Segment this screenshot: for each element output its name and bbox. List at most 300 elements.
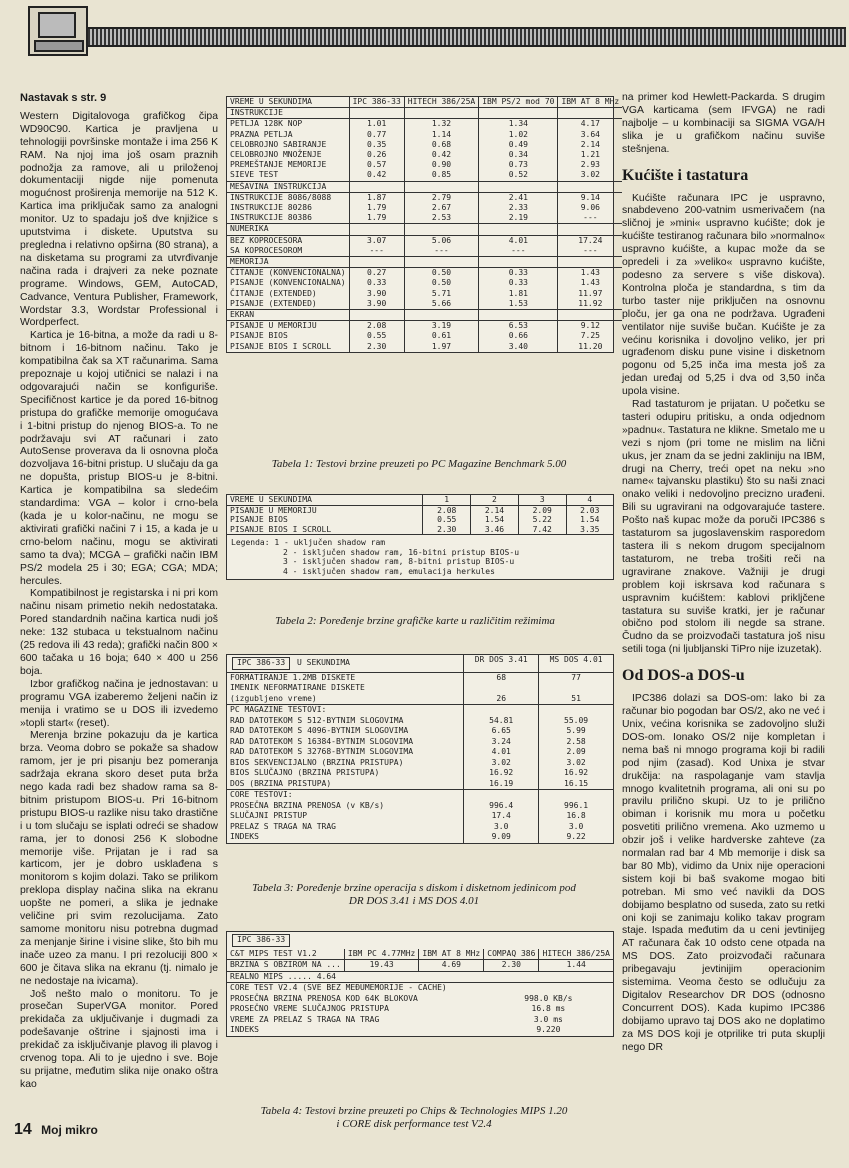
table-cell: 3.0 ms (533, 1014, 563, 1024)
real-mips-cell (227, 971, 613, 983)
table-2-legend (227, 534, 613, 579)
table-cell: 1.32 (404, 119, 478, 130)
paragraph: Još nešto malo o monitoru. To je prosečan SuperVGA monitor. Pored prekidača za uključivanje i dugmadi za podešavanje oštrine i sjajnosti ima i prekidač za isključivanje plavog ili plavog i crvenog topa. Ali to je ujedno i sve. Boje su prijatne, međutim slika nije onako oštra kao (20, 988, 218, 1090)
table-cell: 1.54 (566, 515, 613, 525)
paragraph: na primer kod Hewlett-Packarda. S drugim VGA karticama (sem IFVGA) ne radi najbolje – u kombinaciji sa SIGMA VGA/H slika je u grafičkom načinu suviše stešnjena. (622, 92, 825, 155)
row-label: INSTRUKCIJE 8086/8088 (227, 192, 349, 203)
table-cell: 3.02 (539, 758, 613, 769)
legend-line: 2 - isključen shadow ram, 16-bitni pristup BIOS-u (283, 547, 520, 557)
continued-note: Nastavak s str. 9 (20, 92, 107, 104)
row-label: PROSEČNO VREME SLUČAJNOG PRISTUPA (230, 1004, 389, 1013)
table-cell: 1.79 (349, 203, 404, 213)
table-row (227, 747, 613, 758)
row-label: ČITANJE (EXTENDED) (230, 288, 317, 298)
row-label: RAD DATOTEKOM S 16384-BYTNIM SLOGOVIMA (230, 736, 414, 746)
page-footer (14, 1121, 98, 1139)
table-cell: 68 (464, 672, 539, 683)
table-cell: 16.19 (464, 779, 539, 790)
table-cell: 11.97 (558, 289, 622, 299)
paragraph: Izbor grafičkog načina je jednostavan: u programu VGA izaberemo željeni način iz menija i vratimo se u DOS ili izvedemo »topli start« (reset). (20, 678, 218, 729)
table-row (227, 758, 613, 769)
table-row (227, 672, 613, 683)
table-cell: 4.69 (419, 960, 484, 972)
section-title-row (227, 257, 622, 268)
row-label: RAD DATOTEKOM S 4096-BYTNIM SLOGOVIMA (230, 726, 409, 735)
table-row (227, 779, 613, 790)
table-cell: 1.34 (479, 119, 558, 130)
row-label: PRELAZ S TRAGA NA TRAG (230, 821, 336, 831)
table-row (227, 203, 622, 213)
row-label: RAD DATOTEKOM S 32768-BYTNIM SLOGOVIMA (230, 747, 414, 756)
table-row (227, 235, 622, 246)
table-cell: 1.43 (558, 278, 622, 288)
table-row (227, 505, 613, 515)
table-cell (479, 310, 558, 321)
table-cell: 1.53 (479, 299, 558, 310)
table-row (227, 331, 622, 341)
table-cell: 4.01 (479, 235, 558, 246)
table-cell: 1.43 (558, 268, 622, 279)
table-cell: 3.07 (349, 235, 404, 246)
system-label: IPC 386-33 (232, 934, 290, 947)
table-cell: 5.66 (404, 299, 478, 310)
table-cell: 17.4 (464, 811, 539, 822)
table-cell: 17.24 (558, 235, 622, 246)
core-title: CORE TEST V2.4 (SVE BEZ MEĐUMEMORIJE - CACHE) (227, 983, 613, 994)
table-cell: 2.79 (404, 192, 478, 203)
table-4-caption (214, 1105, 614, 1131)
table-3-caption-line2: DR DOS 3.41 i MS DOS 4.01 (348, 895, 480, 907)
table-row (227, 1015, 613, 1026)
table-cell: 0.33 (479, 278, 558, 288)
table-cell: 2.53 (404, 213, 478, 224)
table-2-caption: Tabela 2: Poređenje brzine grafičke karte u različitim režimima (275, 615, 555, 627)
column-header: COMPAQ 386 (484, 949, 539, 960)
table-cell: 0.55 (423, 515, 471, 525)
table-cell (419, 932, 484, 949)
table-cell: 3.90 (349, 299, 404, 310)
header-label: VREME U SEKUNDIMA (230, 97, 312, 106)
table-row (227, 321, 622, 332)
table-cell: 6.65 (464, 726, 539, 737)
table-cell: 9.09 (464, 832, 539, 843)
row-label: BIOS SLUČAJNO (BRZINA PRISTUPA) (230, 768, 380, 777)
table-row (227, 960, 613, 972)
row-label: SIEVE TEST (230, 170, 279, 180)
row-label: CELOBROJNO MNOŽENJE (230, 150, 322, 160)
legend-line: Legenda: 1 - uključen shadow ram (231, 538, 386, 547)
table-cell: 0.73 (479, 160, 558, 170)
paragraph: Merenja brzine pokazuju da je kartica brza. Veoma dobro se pokaže sa shadow ramom, jer je pri pisanju bez pomeranja sadržaja ekrana skoro deset puta brža nego kada radi bez shadow rama sa 8-bitnim pristupom BIOS-u. Pri 16-bitnom pristupu BIOS-u razlike nisu tako drastične i u tom slučaju se isplati odreći se shadow rama, jer to donosi 256 K slobodne memorije više. Prijatan je i rad sa karticom, jer je dobro usklađena s monitorom s kojim dolazi. Tako se prilikom preklopa display načina slika na ekranu uopšte ne pomeri, a slika je jednake veličine pri svim rezolucijama. Zato samome monitoru nisu potrebna dugmad za menjanje širine i visine slike, što bih mu inače uzeo za manu. I pri rezoluciji 800 × 600 je čitava slika na ekranu (tj. nimalo je ne nedostaje na ivicama). (20, 730, 218, 987)
table-cell: 7.42 (518, 525, 566, 535)
row-label: BRZINA S OBZIROM NA ... (227, 960, 344, 972)
paragraph: Western Digitalovoga grafičkog čipa WD90C90. Kartica je pravljena u tehnologiji površinske montaže i ima 256 K RAM. Na njoj ima još osam praznih podnožja za ramove, ali u priloženoj dokumentaciji nigde nije pomenuta mogućnost proširenja memorije na 512 K. Kartica ima priključak samo za analogni monitor. Uz to spadaju još dve knjižice s uputstvima i diskete. Uputstva su pregledna i relativno opširna (80 strana), a na disketama su programi za utvrđivanje načina rada i drajveri za neke poznate programe. Windows, GEM, AutoCAD, Cadvance, Ventura Publisher, Framework, Wordstar 3.3, Wordstar Professional i Wordperfect. (20, 110, 218, 329)
table-cell: 11.20 (558, 342, 622, 352)
table-cell: 0.85 (404, 170, 478, 181)
table-cell: 2.33 (479, 203, 558, 213)
table-cell: 9.12 (558, 321, 622, 332)
table-cell: 0.42 (349, 170, 404, 181)
section-title-row (227, 181, 622, 192)
table-cell: 1.87 (349, 192, 404, 203)
table-cell (349, 257, 404, 268)
table-cell: 16.8 ms (531, 1004, 566, 1013)
row-label: CELOBROJNO SABIRANJE (230, 139, 327, 149)
table-cell: 3.0 (539, 822, 613, 833)
table-row (227, 726, 613, 737)
column-header: IBM AT 8 MHz (419, 949, 484, 960)
row-label: ČITANJE (KONVENCIONALNA) (227, 268, 349, 279)
table-cell (404, 257, 478, 268)
row-label: BIOS SEKVENCIJALNO (BRZINA PRISTUPA) (230, 757, 404, 767)
table-cell (558, 257, 622, 268)
benchmark-table-1 (226, 96, 620, 353)
table-row (227, 130, 622, 140)
table-4-caption-line1: Tabela 4: Testovi brzine preuzeti po Chips & Technologies MIPS 1.20 (260, 1105, 568, 1117)
table-cell: 0.52 (479, 170, 558, 181)
row-label: PRAZNA PETLJA (230, 129, 293, 139)
table-cell: 9.06 (558, 203, 622, 213)
table-cell (404, 108, 478, 119)
computer-logo-icon (28, 6, 88, 56)
table-cell: 3.02 (464, 758, 539, 769)
paragraph: Kartica je 16-bitna, a može da radi u 8-bitnom i 16-bitnom načinu. Tako je kompatibilna čak sa XT računarima. Sama prepoznaje u kojoj utičnici se nalazi i na odgovarajući način se konfiguriše. Specifičnost kartice je da pored 16-bitnog pristupa do grafičke memorije omogućava i 1-bitni pristup do njenog BIOS-a. To ne podržavaju svi AT računari i zato AutoSense proverava da li osnovna ploča dozvoljava 16-bitni pristup. U slučaju da ga ne dopušta, pristup BIOS-u je 8-bitni. Kartica je kompatibilna sa sledećim standardima: VGA – kolor i crno-bela (kada je u kolor-načinu, ne mogu se aktivirati grafički načini 7 i 15, a kada je u crno-belom načinu, mogu se aktivirati samo ta dva); MCGA – grafički način IBM PS/2 modela 25 i 30; EGA; CGA; MDA; hercules. (20, 330, 218, 587)
table-cell: 16.92 (539, 768, 613, 779)
group-title: CORE TESTOVI: (227, 790, 464, 801)
table-cell: 5.71 (404, 289, 478, 299)
table-cell: 0.68 (404, 140, 478, 150)
table-row (227, 246, 622, 257)
table-cell: 0.50 (404, 278, 478, 288)
row-label: PETLJA 128K NOP (227, 119, 349, 130)
table-cell: 2.14 (471, 505, 519, 515)
table-cell: 1.54 (471, 515, 519, 525)
real-mips-row (227, 971, 613, 983)
table-cell: 1.81 (479, 289, 558, 299)
group-title-row (227, 705, 613, 716)
table-row (227, 994, 613, 1005)
row-label: FORMATIRANJE 1.2MB DISKETE (227, 672, 464, 683)
table-cell: 0.77 (349, 130, 404, 140)
table-cell: 2.09 (518, 505, 566, 515)
column-header: IBM AT 8 MHz (558, 97, 622, 108)
table-1-caption: Tabela 1: Testovi brzine preuzeti po PC Magazine Benchmark 5.00 (271, 458, 567, 470)
table-row (227, 801, 613, 812)
table-cell (484, 932, 539, 949)
table-cell: 0.33 (349, 278, 404, 288)
row-label: PREMEŠTANJE MEMORIJE (230, 160, 327, 170)
table-cell (479, 108, 558, 119)
table-cell: 1.97 (404, 342, 478, 352)
table-cell: 55.09 (539, 716, 613, 727)
table-cell: 2.30 (423, 525, 471, 535)
column-header: DR DOS 3.41 (464, 655, 539, 672)
row-label: RAD DATOTEKOM S 512-BYTNIM SLOGOVIMA (230, 715, 404, 725)
column-header: MS DOS 4.01 (539, 655, 613, 672)
table-cell: --- (479, 246, 558, 257)
table-row (227, 140, 622, 150)
paragraph: Rad tastaturom je prijatan. U početku se tasteri odupiru pritisku, a onda odjednom »padnu«. Tastatura ne klikne. Smetalo me u vezi s njom (pri tome ne mislim na lični ukus, jer znam da se jedni zakliniju na IBM, drugi na Cherry, treći opet na neku »no name« tajvansku plastiku) što su naši znaci onako veliki i nedovoljno precizno urađeni. Bili su ugravirani na odgovarajuće tastere. Pošto naš kupac može da poruči IPC386 s tastaturom sa jugoslavenskim rasporedom tastera ili s nekom drugom specijalnom tastaturom, ne treba trošiti reči na ugravirane znakove. Važniji je drugi problem koji iskrsava kod računara s uspravnim kućištem: kablovi prikljčene tastatura su suviše kratki, jer je računar obično pod stolom ili negde sa strane. Čudno da se proizvođači tastatura još nisu setili toga (ni ljubljanski TiPro nije izuzetak). (622, 399, 825, 656)
row-label: PROSEČNA BRZINA PRENOSA KOD 64K BLOKOVA (230, 993, 418, 1003)
section-heading: Od DOS-a DOS-u (622, 667, 745, 685)
section-title: MEŠAVINA INSTRUKCIJA (227, 181, 349, 192)
section-title-row (227, 224, 622, 235)
table-cell: 0.27 (349, 268, 404, 279)
page-number: 14 (14, 1121, 32, 1138)
row-label: PISANJE (EXTENDED) (230, 298, 317, 308)
table-cell: 0.49 (479, 140, 558, 150)
table-cell: 1.44 (539, 960, 613, 972)
table-cell: 5.99 (539, 726, 613, 737)
column-header: HITECH 386/25A (404, 97, 478, 108)
table-cell (479, 257, 558, 268)
table-cell: 5.06 (404, 235, 478, 246)
section-title: INSTRUKCIJE (227, 108, 349, 119)
table-cell (539, 683, 613, 694)
table-cell: 3.40 (479, 342, 558, 352)
table-cell: 5.22 (518, 515, 566, 525)
right-column (622, 92, 825, 1055)
table-cell: 0.26 (349, 150, 404, 160)
header-label: VREME U SEKUNDIMA (230, 495, 312, 504)
units-label: U SEKUNDIMA (297, 658, 350, 667)
table-cell: 2.58 (539, 737, 613, 748)
table-cell (558, 181, 622, 192)
table-cell (464, 790, 539, 801)
table-row (227, 716, 613, 727)
table-cell (464, 705, 539, 716)
system-label: IPC 386-33 (232, 657, 290, 670)
table-cell: 9.22 (539, 832, 613, 843)
table-row (227, 768, 613, 779)
table-cell (479, 224, 558, 235)
table-cell (479, 181, 558, 192)
table-cell (539, 790, 613, 801)
column-header: 1 (423, 495, 471, 505)
table-cell: 4.01 (464, 747, 539, 758)
row-label: INDEKS (230, 832, 259, 841)
table-cell: --- (349, 246, 404, 257)
table-cell (558, 224, 622, 235)
table-cell: 11.92 (558, 299, 622, 310)
column-header: IBM PC 4.77MHz (344, 949, 419, 960)
table-row (227, 342, 622, 352)
table-cell: 1.02 (479, 130, 558, 140)
table-row (227, 683, 613, 694)
table-cell: 2.30 (484, 960, 539, 972)
legend-line: 4 - isključen shadow ram, emulacija herkules (283, 566, 495, 576)
section-title: NUMERIKA (227, 224, 349, 235)
table-row (227, 268, 622, 279)
table-cell (464, 683, 539, 694)
table-cell: 0.90 (404, 160, 478, 170)
real-mips-label: REALNO MIPS ..... (230, 971, 312, 981)
table-row (227, 1004, 613, 1015)
row-label: SLUČAJNI PRISTUP (230, 811, 308, 820)
table-cell: 51 (539, 694, 613, 705)
column-header: 3 (518, 495, 566, 505)
left-column (20, 92, 218, 1092)
table-cell: 0.50 (404, 268, 478, 279)
table-cell: 2.93 (558, 160, 622, 170)
table-cell: 7.25 (558, 331, 622, 341)
row-label: PISANJE BIOS (230, 515, 288, 524)
row-label: SA KOPROCESOROM (230, 245, 303, 255)
row-label: PISANJE (KONVENCIONALNA) (230, 278, 346, 288)
row-label: (izgubljeno vreme) (230, 693, 317, 703)
section-title: MEMORIJA (227, 257, 349, 268)
table-row (227, 170, 622, 181)
table-cell: 9.14 (558, 192, 622, 203)
table-cell: 3.90 (349, 289, 404, 299)
table-cell: 19.43 (344, 960, 419, 972)
table-cell (539, 705, 613, 716)
table-cell (539, 932, 613, 949)
legend-line: 3 - isključen shadow ram, 8-bitni pristup BIOS-u (283, 557, 515, 566)
table-cell: --- (404, 246, 478, 257)
row-label: INDEKS (230, 1025, 259, 1034)
section-heading: Kućište i tastatura (622, 166, 749, 184)
table-cell: 3.64 (558, 130, 622, 140)
group-title-row (227, 790, 613, 801)
table-cell: 998.0 KB/s (524, 993, 573, 1003)
table-cell: 3.35 (566, 525, 613, 535)
row-label: PISANJE U MEMORIJU (227, 321, 349, 332)
section-title-row (227, 310, 622, 321)
row-label: BEZ KOPROCESORA (227, 235, 349, 246)
row-label: PISANJE BIOS I SCROLL (230, 341, 332, 351)
real-mips-value: 4.64 (316, 971, 336, 981)
row-label: PROSEČNA BRZINA PRENOSA (v KB/s) (230, 800, 385, 810)
table-row (227, 289, 622, 299)
table-cell (349, 181, 404, 192)
paragraph: IPC386 dolazi sa DOS-om: lako bi za računar bio pogodan bar OS/2, ako ne već i Unix, većina korisnika se zadovoljno služi DOS-om. Ionako OS/2 nije kompletan i nema baš ni mnogo programa koji bi radili pod njim (zasad). Kod Unixa je stvar drukčija: na raspolaganje vam stavlja mnogo kvalitetnih programa, ali oni su po pravilu prilično skupi. Uz to je prilično obiman i korisnik mu mora u početku posvetiti prilično vremena. Ako uzmemo u obzir još i velike hardverske zahteve (za normalan rad bar 4 Mb memorije i disk sa bar 80 Mb), vidimo da Unix nije operacioni sistem koji bi baš svakome mogao biti potreban. Mi smo već navikli da DOS dobijamo besplatno od suseda, zato su retki oni koji se zanimaju koliko takav program staje. Ispada međutim da u ceni jevtinijeg AT računara čak 10 odsto cene otpada na MS DOS. Zato proizvođači računara pribegavaju jevtinijim operacionim sistemima. Veoma često se odlučuju za Digitalov Researchov DR DOS (odnosno Concurrent DOS). Kada kupimo IPC386 dobijamo upravo taj DOS ako ne doplatimo za MS DOS koji je otprilike tri puta skuplji nego DR (622, 693, 825, 1053)
table-row (227, 119, 622, 130)
table-cell: 3.46 (471, 525, 519, 535)
table-cell: 0.61 (404, 331, 478, 341)
table-cell: 16.92 (464, 768, 539, 779)
table-cell: 0.66 (479, 331, 558, 341)
row-label: PISANJE BIOS I SCROLL (230, 524, 332, 534)
table-row (227, 822, 613, 833)
table-cell: 26 (464, 694, 539, 705)
table-cell: 2.09 (539, 747, 613, 758)
table-cell: 1.21 (558, 150, 622, 160)
row-label: IMENIK NEFORMATIRANE DISKETE (230, 683, 365, 692)
table-header-row (227, 655, 613, 672)
table-row (227, 694, 613, 705)
table-cell: 0.57 (349, 160, 404, 170)
table-row (227, 811, 613, 822)
paragraph: Kućište računara IPC je uspravno, snabdeveno 200-vatnim usmerivačem (na sličnoj je »mini« uspravno kućište; dok je kućište testiranog računara bilo »normalno« uspravno kućište, a kupac može da se opredeli i za »veliko« uspravno kućište, podesno za servere s više diskova). Kontrolna ploča je standardna, s tim da turbo taster nije priključen na osnovnu ploču, jer ga ona ne podržava. Ugrađeni ventilator nije suviše bučan. Kućište je za većinu korisnika i dovoljno veliko, jer pri ugrađenom disku pune visine i disketnom pogonu od 5,25 inča ima mesta još za jedan uređaj od 5,25 i dva od 3,50 inča upola visine. (622, 192, 825, 398)
table-cell: 2.30 (349, 342, 404, 352)
table-cell: 1.01 (349, 119, 404, 130)
box-label-cell (227, 932, 344, 949)
row-label: PISANJE BIOS (230, 331, 288, 341)
table-header-row (227, 949, 613, 960)
table-row (227, 832, 613, 843)
table-cell: 0.33 (479, 268, 558, 279)
table-cell: 4.17 (558, 119, 622, 130)
table-cell: 2.19 (479, 213, 558, 224)
table-3-caption-line1: Tabela 3: Poređenje brzine operacija s diskom i disketnom jedinicom pod (252, 882, 576, 894)
section-title: EKRAN (227, 310, 349, 321)
row-label: DOS (BRZINA PRISTUPA) (230, 778, 332, 788)
table-cell: 996.1 (539, 801, 613, 812)
table-cell: 6.53 (479, 321, 558, 332)
table-row (227, 278, 622, 288)
table-cell: 0.42 (404, 150, 478, 160)
table-cell: --- (558, 246, 622, 257)
table-row (227, 525, 613, 535)
row-label: PISANJE U MEMORIJU (227, 505, 423, 515)
table-cell: 2.08 (423, 505, 471, 515)
table-cell (349, 310, 404, 321)
table-cell: 0.34 (479, 150, 558, 160)
table-cell: 1.14 (404, 130, 478, 140)
table-cell (404, 181, 478, 192)
table-cell: 16.8 (539, 811, 613, 822)
table-cell: 0.35 (349, 140, 404, 150)
column-header: IPC 386-33 (349, 97, 404, 108)
table-cell: 3.0 (464, 822, 539, 833)
table-cell: 16.15 (539, 779, 613, 790)
table-row (227, 192, 622, 203)
table-cell: --- (558, 213, 622, 224)
table-row (227, 1025, 613, 1036)
row-label: INSTRUKCIJE 80286 (230, 203, 312, 213)
magazine-name: Moj mikro (41, 1123, 98, 1137)
table-header-row (227, 495, 613, 505)
table-cell (558, 108, 622, 119)
column-header: IBM PS/2 mod 70 (479, 97, 558, 108)
table-cell: 1.79 (349, 213, 404, 224)
header-label (227, 655, 464, 672)
table-cell (404, 310, 478, 321)
table-cell: 77 (539, 672, 613, 683)
table-cell: 996.4 (464, 801, 539, 812)
header-bar (88, 27, 846, 47)
table-4-caption-line2: i CORE disk performance test V2.4 (336, 1118, 492, 1130)
column-header: 4 (566, 495, 613, 505)
table-cell: 2.67 (404, 203, 478, 213)
benchmark-table-4 (226, 931, 614, 1037)
benchmark-table-3 (226, 654, 614, 844)
section-title-row (227, 108, 622, 119)
table-cell: 0.55 (349, 331, 404, 341)
header-label: C&T MIPS TEST V1.2 (230, 948, 317, 958)
table-cell (344, 932, 419, 949)
table-cell (349, 224, 404, 235)
table-3-caption (214, 882, 614, 908)
table-cell: 3.24 (464, 737, 539, 748)
row-label: INSTRUKCIJE 80386 (230, 213, 312, 223)
table-cell: 2.41 (479, 192, 558, 203)
table-cell (558, 310, 622, 321)
table-cell: 9.220 (536, 1025, 561, 1034)
table-row (227, 737, 613, 748)
table-cell: 2.14 (558, 140, 622, 150)
table-cell: 54.81 (464, 716, 539, 727)
table-cell: 3.02 (558, 170, 622, 181)
paragraph: Kompatibilnost je registarska i ni pri kom načinu nisam primetio nekih nedostataka. Pored standardnih načina kartica nudi još neke: 132 stubaca u tekstualnom načinu (25 redova ili 43 reda); grafički način 800 × 600 tačaka u 16 boja; 640 × 400 u 256 boja. (20, 588, 218, 677)
table-cell (349, 108, 404, 119)
table-row (227, 515, 613, 525)
box-label-row (227, 932, 613, 949)
column-header: 2 (471, 495, 519, 505)
table-header-row (227, 97, 622, 108)
table-row (227, 160, 622, 170)
